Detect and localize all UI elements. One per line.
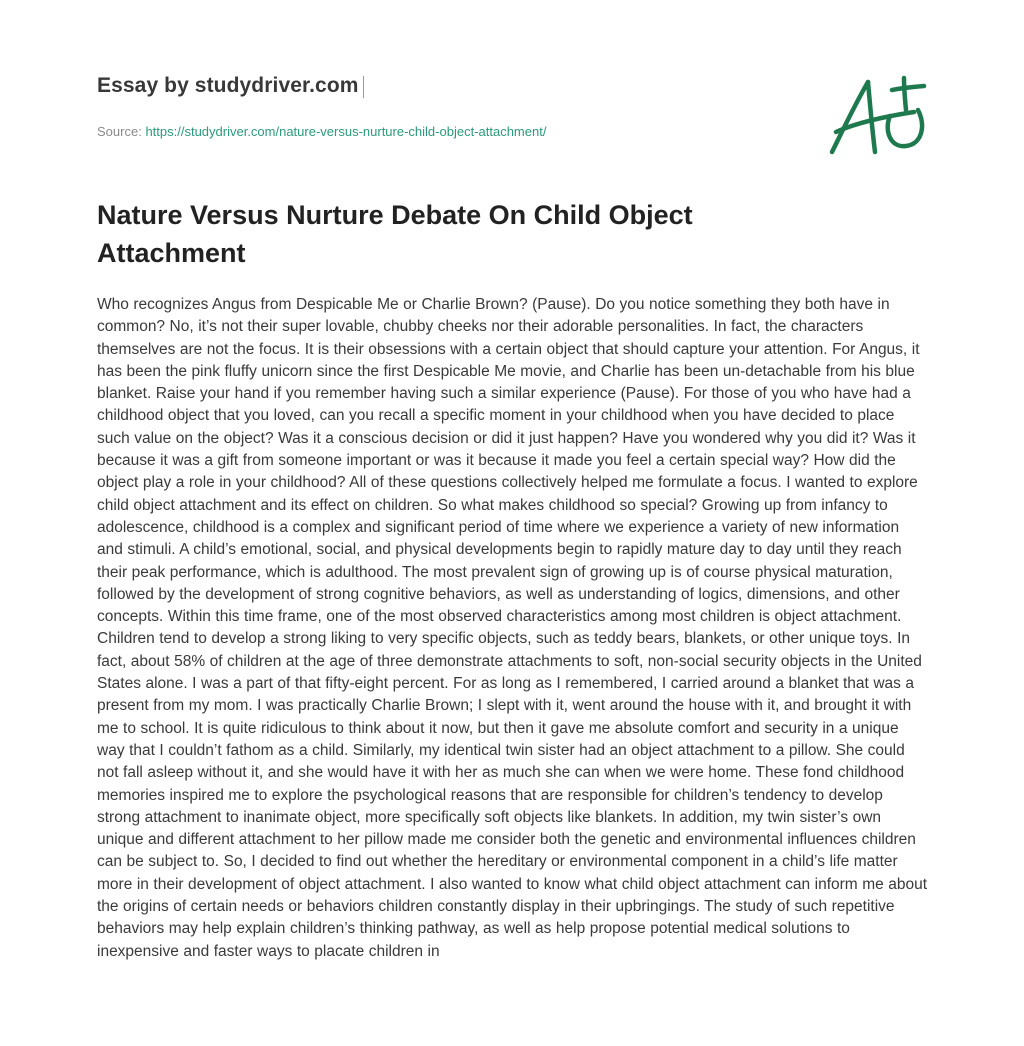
site-title: Essay by studydriver.com — [97, 74, 359, 97]
text-cursor — [363, 76, 364, 98]
source-link[interactable]: https://studydriver.com/nature-versus-nurture-child-object-attachment/ — [145, 124, 547, 139]
site-header — [97, 74, 364, 98]
a-plus-logo-icon — [818, 70, 934, 158]
source-label: Source: — [97, 124, 142, 139]
source-line — [97, 124, 546, 139]
essay-body: Who recognizes Angus from Despicable Me or Charlie Brown? (Pause). Do you notice something they both have in common? No, it’s not their super lovable, chubby cheeks nor their adorable personalities. In fact, the characters themselves are not the focus. It is their obsessions with a certain object that should capture your attention. For Angus, it has been the pink fluffy unicorn since the first Despicable Me movie, and Charlie has been un-detachable from his blue blanket. Raise your hand if you remember having such a similar experience (Pause). For those of you who have had a childhood object that you loved, can you recall a specific moment in your childhood when you have decided to place such value on the object? Was it a conscious decision or did it just happen? Have you wondered why you did it? Was it because it was a gift from someone important or was it because it made you feel a certain special way? How did the object play a role in your childhood? All of these questions collectively helped me formulate a focus. I wanted to explore child object attachment and its effect on children. So what makes childhood so special? Growing up from infancy to adolescence, childhood is a complex and significant period of time where we experience a variety of new information and stimuli. A child’s emotional, social, and physical developments begin to rapidly mature day to day until they reach their peak performance, which is adulthood. The most prevalent sign of growing up is of course physical maturation, followed by the development of strong cognitive behaviors, as well as understanding of logics, dimensions, and other concepts. Within this time frame, one of the most observed characteristics among most children is object attachment. Children tend to develop a strong liking to very specific objects, such as teddy bears, blankets, or other unique toys. In fact, about 58% of children at the age of three demonstrate attachments to soft, non-social security objects in the United States alone. I was a part of that fifty-eight percent. For as long as I remembered, I carried around a blanket that was a present from my mom. I was practically Charlie Brown; I slept with it, went around the house with it, and brought it with me to school. It is quite ridiculous to think about it now, but then it gave me absolute comfort and security in a unique way that I couldn’t fathom as a child. Similarly, my identical twin sister had an object attachment to a pillow. She could not fall asleep without it, and she would have it with her as much she can when we were home. These fond childhood memories inspired me to explore the psychological reasons that are responsible for children’s tendency to develop strong attachment to inanimate object, more specifically soft objects like blankets. In addition, my twin sister’s own unique and different attachment to her pillow made me consider both the genetic and environmental influences children can be subject to. So, I decided to find out whether the hereditary or environmental component in a child’s life matter more in their development of object attachment. I also wanted to know what child object attachment can inform me about the origins of certain needs or behaviors children constantly display in their upbringings. The study of such repetitive behaviors may help explain children’s thinking pathway, as well as help propose potential medical solutions to inexpensive and faster ways to placate children in — [97, 296, 928, 960]
essay-title: Nature Versus Nurture Debate On Child Object Attachment — [97, 200, 693, 268]
